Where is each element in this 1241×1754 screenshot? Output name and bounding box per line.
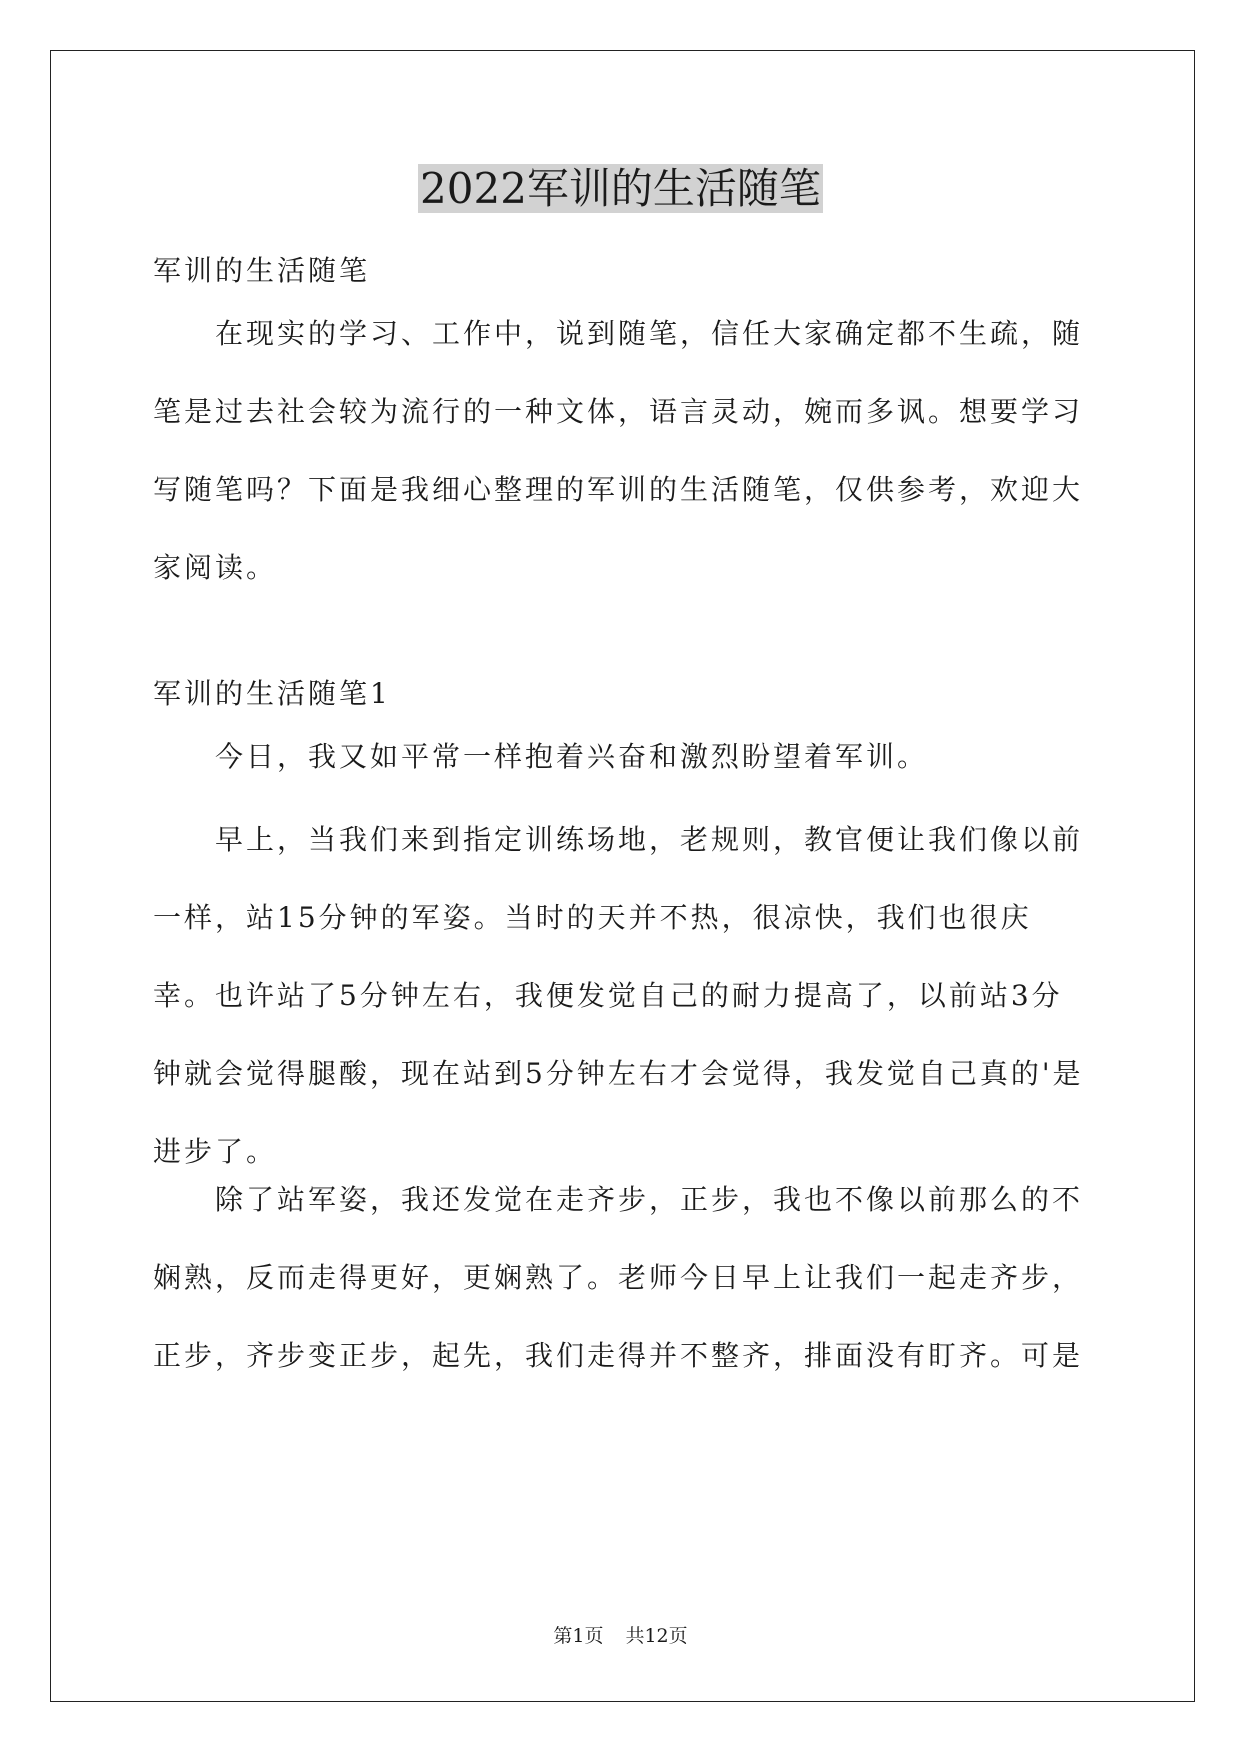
paragraph-1: 今日，我又如平常一样抱着兴奋和激烈盼望着军训。 bbox=[215, 740, 929, 773]
paragraph-3: 除了站军姿，我还发觉在走齐步，正步，我也不像以前那么的不娴熟，反而走得更好，更娴熟了。老师今日早上让我们一起走齐步，正步，齐步变正步，起先，我们走得并不整齐，排面没有盯齐。可是 bbox=[153, 1183, 1084, 1372]
page-number-current: 第1页 bbox=[553, 1625, 604, 1647]
document-subtitle: 军训的生活随笔 bbox=[153, 254, 371, 287]
section-heading: 军训的生活随笔1 bbox=[153, 677, 391, 710]
page-footer bbox=[0, 1623, 1241, 1649]
page-number-total: 共12页 bbox=[625, 1625, 688, 1647]
document-title bbox=[0, 160, 1241, 218]
intro-paragraph: 在现实的学习、工作中，说到随笔，信任大家确定都不生疏，随笔是过去社会较为流行的一种文体，语言灵动，婉而多讽。想要学习写随笔吗？下面是我细心整理的军训的生活随笔，仅供参考，欢迎大家阅读。 bbox=[153, 317, 1084, 584]
document-title-text: 2022军训的生活随笔 bbox=[420, 164, 821, 213]
paragraph-2: 早上，当我们来到指定训练场地，老规则，教官便让我们像以前一样，站15分钟的军姿。当时的天并不热，很凉快，我们也很庆幸。也许站了5分钟左右，我便发觉自己的耐力提高了，以前站3分钟就会觉得腿酸，现在站到5分钟左右才会觉得，我发觉自己真的'是进步了。 bbox=[153, 823, 1084, 1168]
